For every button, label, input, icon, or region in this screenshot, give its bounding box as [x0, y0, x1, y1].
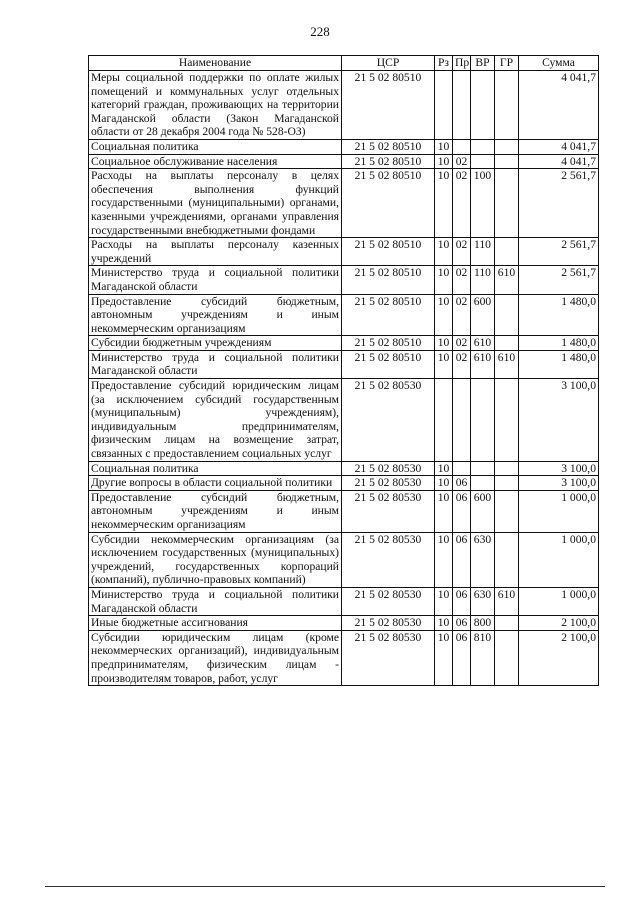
- table-row: [89, 266, 599, 294]
- cell-csr: 21 5 02 80530: [342, 461, 435, 476]
- cell-vr: [471, 154, 495, 169]
- cell-pr: 02: [453, 154, 471, 169]
- cell-rz: 10: [435, 616, 453, 631]
- cell-name: Министерство труда и социальной политики Магаданской области: [89, 587, 342, 615]
- table-row: [89, 336, 599, 351]
- cell-csr: 21 5 02 80510: [342, 154, 435, 169]
- cell-name: Другие вопросы в области социальной политики: [89, 476, 342, 491]
- cell-pr: 02: [453, 169, 471, 238]
- cell-vr: [471, 476, 495, 491]
- cell-sum: 1 480,0: [519, 294, 599, 336]
- cell-rz: [435, 71, 453, 140]
- cell-pr: 06: [453, 476, 471, 491]
- cell-csr: 21 5 02 80530: [342, 490, 435, 532]
- cell-name: Расходы на выплаты персоналу казенных учреждений: [89, 238, 342, 266]
- cell-name: Социальная политика: [89, 139, 342, 154]
- table-row: [89, 139, 599, 154]
- cell-sum: 3 100,0: [519, 476, 599, 491]
- cell-pr: [453, 71, 471, 140]
- cell-vr: 610: [471, 350, 495, 378]
- cell-sum: 2 100,0: [519, 616, 599, 631]
- cell-sum: 4 041,7: [519, 71, 599, 140]
- header-csr: ЦСР: [342, 56, 435, 71]
- cell-sum: 2 561,7: [519, 169, 599, 238]
- table-row: [89, 154, 599, 169]
- table-row: [89, 169, 599, 238]
- cell-sum: 3 100,0: [519, 461, 599, 476]
- table-row: [89, 616, 599, 631]
- cell-pr: 02: [453, 294, 471, 336]
- cell-sum: 4 041,7: [519, 154, 599, 169]
- cell-sum: 1 000,0: [519, 532, 599, 587]
- cell-rz: 10: [435, 350, 453, 378]
- cell-csr: 21 5 02 80530: [342, 379, 435, 462]
- cell-csr: 21 5 02 80530: [342, 616, 435, 631]
- cell-gr: 610: [495, 350, 519, 378]
- cell-sum: 2 100,0: [519, 630, 599, 685]
- cell-gr: [495, 71, 519, 140]
- cell-sum: 2 561,7: [519, 266, 599, 294]
- page-number: 228: [310, 24, 330, 39]
- cell-vr: 630: [471, 532, 495, 587]
- cell-vr: [471, 71, 495, 140]
- cell-csr: 21 5 02 80510: [342, 294, 435, 336]
- cell-name: Министерство труда и социальной политики Магаданской области: [89, 350, 342, 378]
- cell-gr: [495, 294, 519, 336]
- cell-vr: 100: [471, 169, 495, 238]
- cell-rz: 10: [435, 294, 453, 336]
- cell-pr: 02: [453, 336, 471, 351]
- cell-gr: [495, 336, 519, 351]
- table-row: [89, 630, 599, 685]
- cell-csr: 21 5 02 80530: [342, 476, 435, 491]
- bottom-divider: [45, 886, 605, 887]
- cell-rz: 10: [435, 266, 453, 294]
- cell-name: Субсидии юридическим лицам (кроме некоммерческих организаций), индивидуальным предпринимателям, физическим лицам - производителям товаров, работ, услуг: [89, 630, 342, 685]
- cell-gr: [495, 461, 519, 476]
- cell-gr: [495, 154, 519, 169]
- cell-sum: 1 000,0: [519, 490, 599, 532]
- cell-rz: 10: [435, 476, 453, 491]
- cell-gr: [495, 616, 519, 631]
- cell-pr: [453, 139, 471, 154]
- cell-pr: [453, 461, 471, 476]
- cell-sum: 1 480,0: [519, 350, 599, 378]
- cell-vr: 610: [471, 336, 495, 351]
- header-pr: Пр: [453, 56, 471, 71]
- table-row: [89, 350, 599, 378]
- cell-name: Социальное обслуживание населения: [89, 154, 342, 169]
- cell-sum: 1 000,0: [519, 587, 599, 615]
- cell-gr: [495, 139, 519, 154]
- cell-rz: 10: [435, 587, 453, 615]
- cell-gr: [495, 238, 519, 266]
- cell-gr: [495, 169, 519, 238]
- cell-rz: [435, 379, 453, 462]
- cell-gr: 610: [495, 266, 519, 294]
- cell-gr: [495, 490, 519, 532]
- cell-pr: 06: [453, 532, 471, 587]
- cell-vr: 600: [471, 490, 495, 532]
- table-row: [89, 476, 599, 491]
- cell-pr: 02: [453, 350, 471, 378]
- cell-gr: [495, 476, 519, 491]
- cell-gr: [495, 630, 519, 685]
- cell-gr: [495, 379, 519, 462]
- cell-vr: 810: [471, 630, 495, 685]
- cell-vr: 110: [471, 238, 495, 266]
- table-row: [89, 379, 599, 462]
- cell-csr: 21 5 02 80530: [342, 630, 435, 685]
- cell-gr: [495, 532, 519, 587]
- cell-rz: 10: [435, 490, 453, 532]
- cell-pr: 06: [453, 490, 471, 532]
- cell-rz: 10: [435, 336, 453, 351]
- cell-gr: 610: [495, 587, 519, 615]
- cell-pr: [453, 379, 471, 462]
- cell-csr: 21 5 02 80530: [342, 587, 435, 615]
- cell-rz: 10: [435, 532, 453, 587]
- cell-vr: [471, 461, 495, 476]
- table-row: [89, 238, 599, 266]
- cell-sum: 1 480,0: [519, 336, 599, 351]
- cell-name: Иные бюджетные ассигнования: [89, 616, 342, 631]
- cell-name: Субсидии бюджетным учреждениям: [89, 336, 342, 351]
- cell-csr: 21 5 02 80510: [342, 139, 435, 154]
- cell-name: Предоставление субсидий бюджетным, автономным учреждениям и иным некоммерческим организациям: [89, 490, 342, 532]
- cell-name: Предоставление субсидий юридическим лицам (за исключением субсидий государственным (муниципальным) учреждениям), индивидуальным предпринимателям, физическим лицам на возмещение затрат, связанных с предоставлением социальных услуг: [89, 379, 342, 462]
- header-vr: ВР: [471, 56, 495, 71]
- table-row: [89, 532, 599, 587]
- table-row: [89, 294, 599, 336]
- cell-vr: 110: [471, 266, 495, 294]
- cell-rz: 10: [435, 139, 453, 154]
- header-rz: Рз: [435, 56, 453, 71]
- header-name: Наименование: [89, 56, 342, 71]
- cell-pr: 06: [453, 630, 471, 685]
- cell-csr: 21 5 02 80510: [342, 238, 435, 266]
- cell-sum: 3 100,0: [519, 379, 599, 462]
- header-gr: ГР: [495, 56, 519, 71]
- cell-csr: 21 5 02 80530: [342, 532, 435, 587]
- cell-name: Министерство труда и социальной политики Магаданской области: [89, 266, 342, 294]
- cell-rz: 10: [435, 238, 453, 266]
- cell-sum: 2 561,7: [519, 238, 599, 266]
- cell-name: Предоставление субсидий бюджетным, автономным учреждениям и иным некоммерческим организациям: [89, 294, 342, 336]
- cell-pr: 06: [453, 616, 471, 631]
- cell-csr: 21 5 02 80510: [342, 336, 435, 351]
- table-header-row: [89, 56, 599, 71]
- cell-csr: 21 5 02 80510: [342, 71, 435, 140]
- cell-name: Меры социальной поддержки по оплате жилых помещений и коммунальных услуг отдельных категорий граждан, проживающих на территории Магаданской области (Закон Магаданской области от 28 декабря 2004 года № 528-ОЗ): [89, 71, 342, 140]
- table-row: [89, 587, 599, 615]
- header-sum: Сумма: [519, 56, 599, 71]
- cell-name: Расходы на выплаты персоналу в целях обеспечения выполнения функций государственными (муниципальными) органами, казенными учреждениями, органами управления государственными внебюджетными фондами: [89, 169, 342, 238]
- cell-name: Социальная политика: [89, 461, 342, 476]
- cell-pr: 06: [453, 587, 471, 615]
- cell-rz: 10: [435, 169, 453, 238]
- cell-sum: 4 041,7: [519, 139, 599, 154]
- table-body: [89, 71, 599, 686]
- cell-csr: 21 5 02 80510: [342, 350, 435, 378]
- cell-rz: 10: [435, 630, 453, 685]
- cell-pr: 02: [453, 266, 471, 294]
- budget-table: [88, 55, 599, 686]
- cell-vr: [471, 379, 495, 462]
- cell-rz: 10: [435, 154, 453, 169]
- cell-vr: 630: [471, 587, 495, 615]
- cell-name: Субсидии некоммерческим организациям (за исключением государственных (муниципальных) учреждений, государственных корпораций (компаний), публично-правовых компаний): [89, 532, 342, 587]
- table-row: [89, 71, 599, 140]
- cell-vr: 600: [471, 294, 495, 336]
- cell-csr: 21 5 02 80510: [342, 169, 435, 238]
- cell-pr: 02: [453, 238, 471, 266]
- table-row: [89, 461, 599, 476]
- cell-rz: 10: [435, 461, 453, 476]
- table-row: [89, 490, 599, 532]
- cell-vr: 800: [471, 616, 495, 631]
- cell-csr: 21 5 02 80510: [342, 266, 435, 294]
- cell-vr: [471, 139, 495, 154]
